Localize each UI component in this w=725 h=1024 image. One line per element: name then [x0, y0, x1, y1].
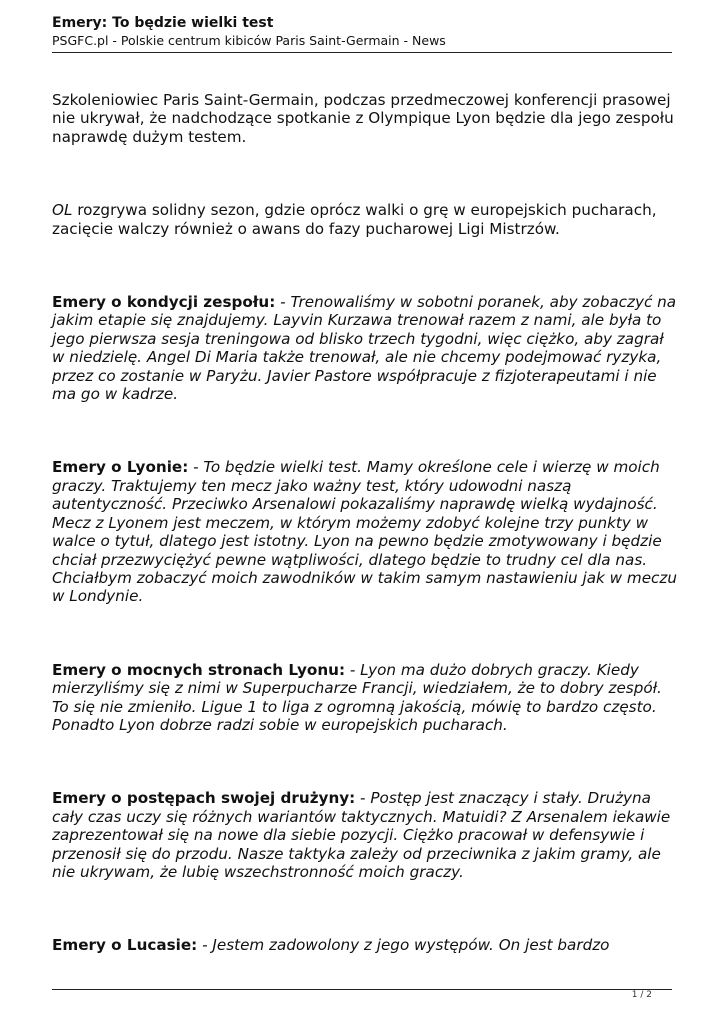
quote-text: - Jestem zadowolony z jego występów. On jest bardzo — [197, 936, 610, 955]
quote-text: - Lyon ma dużo dobrych graczy. Kiedy mierzyliśmy się z nimi w Superpucharze Francji, wiedziałem, że to dobry zespół. To się nie zmieniło. Ligue 1 to liga z ogromną jakością, mówię to bardzo często. Ponadto Lyon dobrze radzi sobie w europejskich pucharach. — [52, 660, 662, 734]
paragraph-text: rozgrywa solidny sezon, gdzie oprócz walki o grę w europejskich pucharach, zacięcie walczy również o awans do fazy pucharowej Ligi Mistrzów. — [52, 201, 657, 238]
header-divider — [52, 52, 672, 53]
paragraph-lyon-strengths — [52, 661, 678, 735]
paragraph-progress — [52, 789, 678, 881]
section-lead: Emery o Lucasie: — [52, 936, 198, 955]
section-lead: Emery o mocnych stronach Lyonu: — [52, 660, 346, 679]
quote-text: - Trenowaliśmy w sobotni poranek, aby zobaczyć na jakim etapie się znajdujemy. Layvin Kurzawa trenował razem z nami, ale była to jego pierwsza sesja treningowa od blisko trzech tygodni, więc ciężko, aby zagrał w niedzielę. Angel Di Maria także trenował, ale nie chcemy podejmować ryzyka, przez co zostanie w Paryżu. Javier Pastore współpracuje z fizjoterapeutami i nie ma go w kadrze. — [52, 293, 677, 404]
paragraph-lyon — [52, 458, 678, 605]
paragraph-intro — [52, 91, 678, 146]
footer-divider — [52, 989, 672, 990]
quote-text: - Postęp jest znaczący i stały. Drużyna cały czas uczy się różnych wariantów taktycznych. Matuidi? Z Arsenalem iekawie zaprezentował się na nowe dla siebie pozycji. Ciężko pracował w defensywie i przenosił się do przodu. Nasze taktyka zależy od przeciwnika z jakim gramy, ale nie ukrywam, że lubię wszechstronność moich graczy. — [52, 789, 671, 881]
document-header — [52, 14, 672, 49]
site-subtitle: PSGFC.pl - Polskie centrum kibiców Paris Saint-Germain - News — [52, 33, 446, 48]
paragraph-lucas — [52, 936, 678, 954]
section-lead: Emery o postępach swojej drużyny: — [52, 789, 356, 808]
paragraph-text: Szkoleniowiec Paris Saint-Germain, podczas przedmeczowej konferencji prasowej nie ukrywał, że nadchodzące spotkanie z Olympique Lyon będzie dla jego zespołu naprawdę dużym testem. — [52, 91, 674, 146]
section-lead: Emery o kondycji zespołu: — [52, 293, 276, 312]
section-lead: Emery o Lyonie: — [52, 458, 189, 477]
paragraph-condition — [52, 293, 678, 403]
article-title: Emery: To będzie wielki test — [52, 15, 274, 31]
quote-text: - To będzie wielki test. Mamy określone cele i wierzę w moich graczy. Traktujemy ten mecz jako ważny test, który udowodni naszą autentyczność. Przeciwko Arsenalowi pokazaliśmy naprawdę wielką wydajność. Mecz z Lyonem jest meczem, w którym możemy zdobyć kolejne trzy punkty w walce o tytuł, dlatego jest istotny. Lyon na pewno będzie zmotywowany i będzie chciał przezwyciężyć pewne wątpliwości, dlatego będzie to trudny cel dla nas. Chciałbym zobaczyć moich zawodników w takim samym nastawieniu jak w meczu w Londynie. — [52, 458, 677, 606]
article-body — [52, 91, 678, 1010]
page-number: 1 / 2 — [631, 990, 652, 1000]
paragraph-ol — [52, 201, 678, 238]
club-abbreviation: OL — [52, 201, 73, 220]
